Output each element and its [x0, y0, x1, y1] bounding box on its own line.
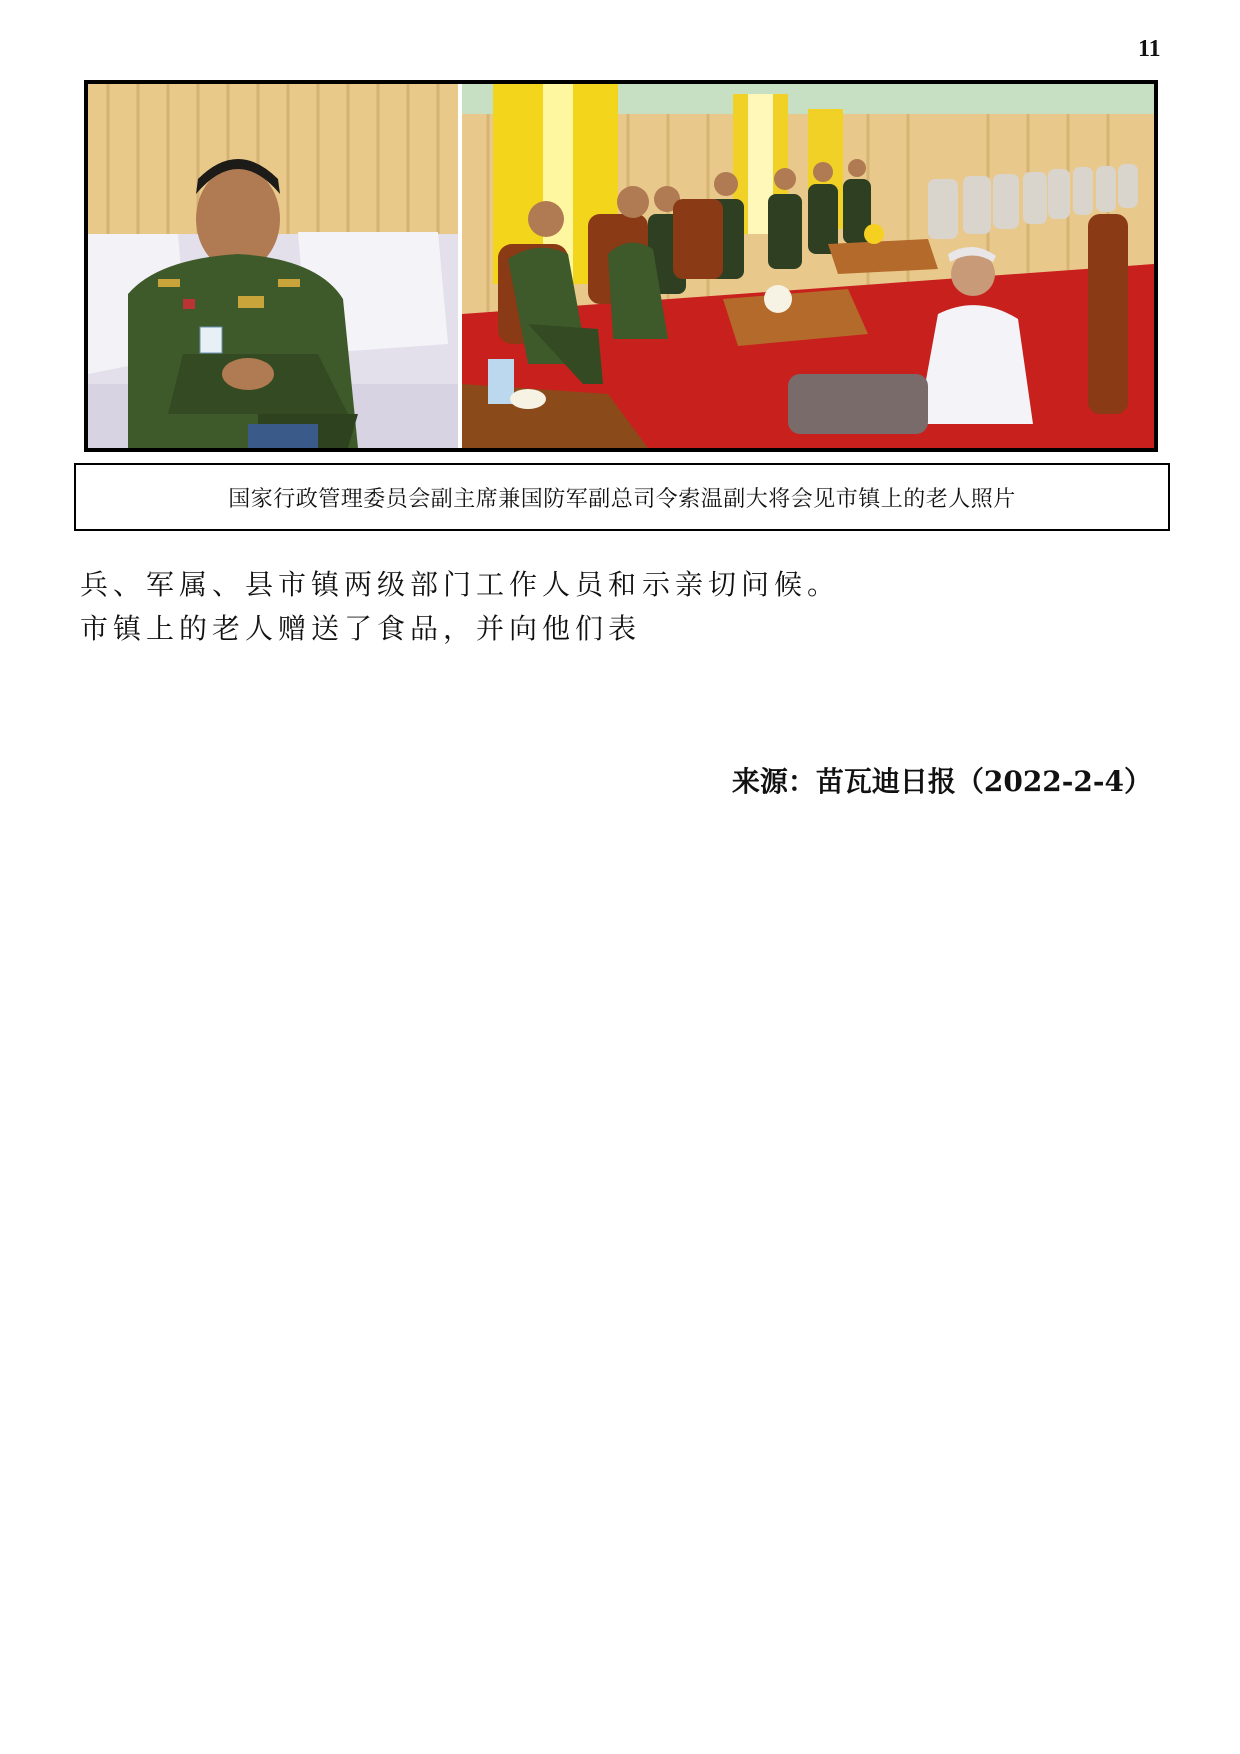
meeting-hall-image: [462, 84, 1154, 448]
article-line: 兵、军属、县市镇两级部门工作人员和: [80, 568, 642, 601]
photo-caption: 国家行政管理委员会副主席兼国防军副总司令索温副大将会见市镇上的老人照片: [74, 463, 1170, 531]
photo-illustration: [88, 84, 1154, 448]
article-left-column: [80, 563, 641, 651]
article-right-column: [642, 563, 840, 607]
article-line: 示亲切问候。: [642, 568, 841, 601]
news-photo: [84, 80, 1158, 452]
general-portrait-image: [88, 84, 458, 448]
source-citation: 来源：苗瓦迪日报（2022-2-4）: [731, 765, 1152, 798]
article-line: 市镇上的老人赠送了食品，并向他们表: [80, 612, 642, 645]
page-number: 11: [1138, 36, 1161, 62]
